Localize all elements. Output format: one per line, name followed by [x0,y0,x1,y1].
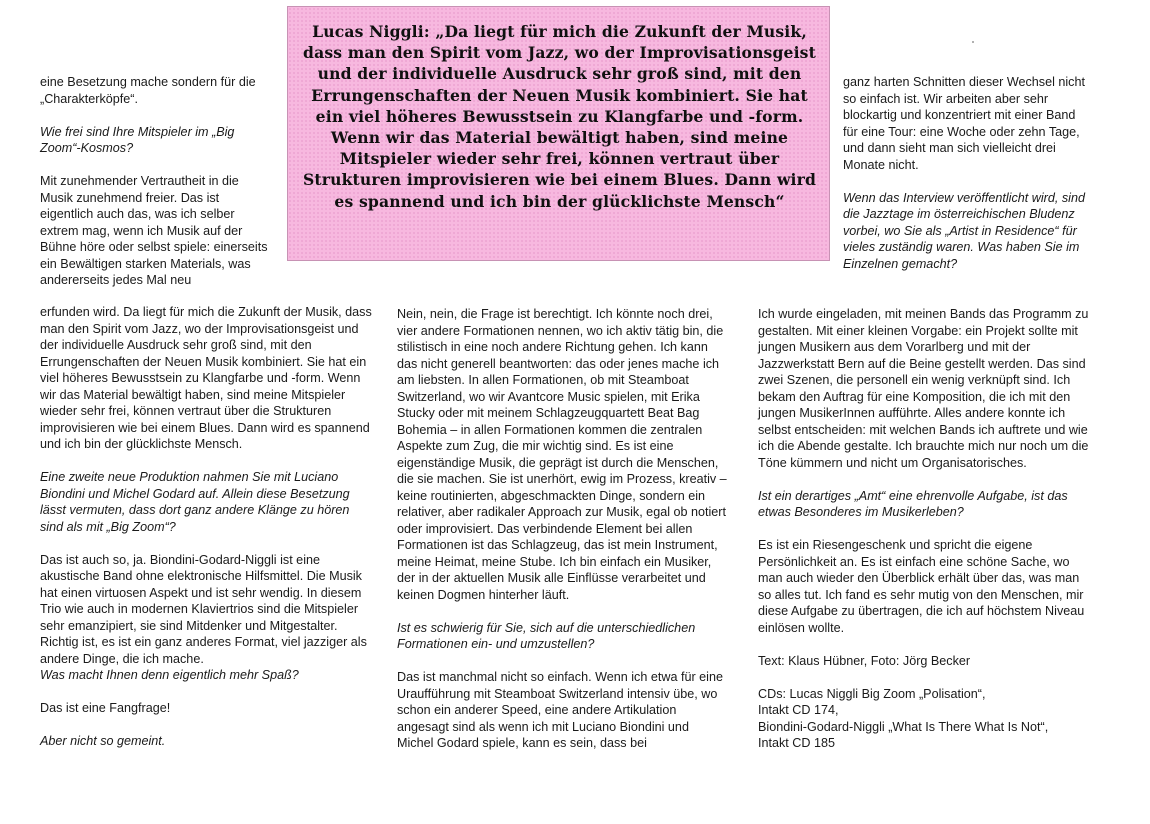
interview-question: Eine zweite neue Produktion nahmen Sie mit Luciano Biondini und Michel Godard auf. Allein diese Besetzung lässt vermuten, dass dort ganz andere Klänge zu hören sind als mit „Big Zoom“? [40,470,350,534]
cd-info-line: Intakt CD 174, [758,703,839,717]
scan-speck [972,41,974,43]
column-2 [397,306,727,768]
body-paragraph: Mit zunehmender Vertrautheit in die Musik zunehmend freier. Das ist eigentlich auch das, was ich selber extrem mag, wenn ich Musik auf der Bühne höre oder selbst spiele: einerseits ein Bewältigen starken Materials, was andererseits jedes Mal neu [40,174,268,287]
column-3-top [843,74,1093,289]
body-paragraph: Das ist auch so, ja. Biondini-Godard-Niggli ist eine akustische Band ohne elektronische Hilfsmittel. Die Musik hat einen virtuosen Aspekt und ist sehr wendig. In diesem Trio wie auch in modernen Klaviertrios sind die Mitspieler sehr emanzipiert, sie sind Mitdenker und Mitgestalter. Richtig ist, es ist ein ganz anderes Format, viel jazziger als andere Dinge, die ich mache. [40,552,367,666]
body-paragraph: Es ist ein Riesengeschenk und spricht die eigene Persönlichkeit an. Es ist einfach eine schöne Sache, wo man auch wieder den Überblick erhält über das, was man so alles tut. Ich fand es sehr mutig von den Menschen, mir diese Aufgabe zu übertragen, die ich auf höchstem Niveau einlösen wollte. [758,538,1085,635]
interview-question: Ist es schwierig für Sie, sich auf die unterschiedlichen Formationen ein- und umzustellen? [397,620,696,651]
column-1-bottom [40,304,372,766]
body-paragraph: Ich wurde eingeladen, mit meinen Bands das Programm zu gestalten. Mit einer kleinen Vorgabe: ein Projekt sollte mit jungen Musikern aus dem Vorarlberg und mit der Jazzwerkstatt Bern auf die Beine gestellt werden. Das sind zwei Szenen, die personell ein wenig verknüpft sind. Ich bekam den Auftrag für eine Komposition, die ich mit den jungen MusikerInnen aufführte. Alles andere konnte ich selbst entscheiden: mit welchen Bands ich auftrete und wie ich die Abende gestalte. Ich brauchte mich nur noch um die Töne kümmern und nicht um Organisatorisches. [758,307,1089,470]
credits-line: Text: Klaus Hübner, Foto: Jörg Becker [758,653,971,668]
column-3-bottom [758,306,1093,752]
column-1-top [40,74,272,289]
body-paragraph: Nein, nein, die Frage ist berechtigt. Ich könnte noch drei, vier andere Formationen nennen, wo ich aktiv tätig bin, die stilistisch in eine noch andere Richtung gehen. Ich kann das nicht generell beantworten: das oder jenes mache ich am liebsten. In allen Formationen, ob mit Steamboat Switzerland, wo wir Avantcore Music spielen, mit Erika Stucky oder mit meinem Schlagzeugquartett Beat Bag Bohemia – in allen Formationen kommen die zentralen Aspekte zum Zug, die mir wichtig sind. Es ist eine eigenständige Musik, die geprägt ist durch die Menschen, die sie machen. Sie ist unerhört, ewig im Prozess, kreativ – keine routinierten, abgeschmackten Dinge, sondern ein relativer, aber radikaler Approach zur Musik, egal ob notiert oder improvisiert. Das verbindende Element bei allen Formationen ist das Schlagzeug, das ist mein Instrument, meine Heimat, meine Stube. Ich bin einfach ein Musiker, der in der aktuellen Musik alle Einflüsse verarbeitet und keinen Dogmen hinterher läuft. [397,307,727,602]
body-paragraph: ganz harten Schnitten dieser Wechsel nicht so einfach ist. Wir arbeiten aber sehr blockartig und konzentriert mit einer Band für eine Tour: eine Woche oder zehn Tage, und dann sieht man sich vielleicht drei Monate nicht. [843,75,1085,172]
pull-quote-text: Lucas Niggli: „Da liegt für mich die Zukunft der Musik, dass man den Spirit vom Jazz, wo der Improvisationsgeist und der individuelle Ausdruck sehr groß sind, mit den Errungenschaften der Neuen Musik kombiniert. Sie hat ein viel höheres Bewusstsein zu Klangfarbe und -form. Wenn wir das Material bewältigt haben, sind meine Mitspieler wieder sehr frei, können vertraut über Strukturen improvisieren wie bei einem Blues. Dann wird es spannend und ich bin der glücklichste Mensch“ [302,22,817,211]
cd-info [758,686,1093,752]
pull-quote-box [287,6,830,261]
body-paragraph: Das ist eine Fangfrage! [40,701,171,715]
interview-question: Aber nicht so gemeint. [40,734,166,748]
body-paragraph: eine Besetzung mache sondern für die „Charakterköpfe“. [40,75,256,106]
interview-question: Was macht Ihnen denn eigentlich mehr Spaß? [40,668,299,682]
interview-question: Wenn das Interview veröffentlicht wird, sind die Jazztage im österreichischen Bludenz vorbei, wo Sie als „Artist in Residence“ für vieles zuständig waren. Was haben Sie im Einzelnen gemacht? [843,190,1085,271]
interview-question: Wie frei sind Ihre Mitspieler im „Big Zoom“-Kosmos? [40,124,235,155]
body-paragraph: Das ist manchmal nicht so einfach. Wenn ich etwa für eine Uraufführung mit Steamboat Switzerland intensiv übe, wo schon ein anderer Speed, eine andere Artikulation angesagt sind als wenn ich mit Luciano Biondini und Michel Godard spiele, kann es sein, dass bei [397,670,723,750]
cd-info-line: CDs: Lucas Niggli Big Zoom „Polisation“, [758,686,986,701]
cd-info-line: Intakt CD 185 [758,736,836,750]
body-paragraph: erfunden wird. Da liegt für mich die Zukunft der Musik, dass man den Spirit vom Jazz, wo der Improvisationsgeist und der individuelle Ausdruck sehr groß sind, mit den Errungenschaften der Neuen Musik kombiniert. Sie hat ein viel höheres Bewusstsein zu Klangfarbe und -form. Wenn wir das Material bewältigt haben, sind meine Mitspieler wieder sehr frei, können vertraut über die Strukturen improvisieren wie bei einem Blues. Dann wird es spannend und ich bin der glücklichste Mensch. [40,305,372,451]
cd-info-line: Biondini-Godard-Niggli „What Is There What Is Not“, [758,719,1049,734]
interview-question: Ist ein derartiges „Amt“ eine ehrenvolle Aufgabe, ist das etwas Besonderes im Musikerleben? [758,488,1068,519]
